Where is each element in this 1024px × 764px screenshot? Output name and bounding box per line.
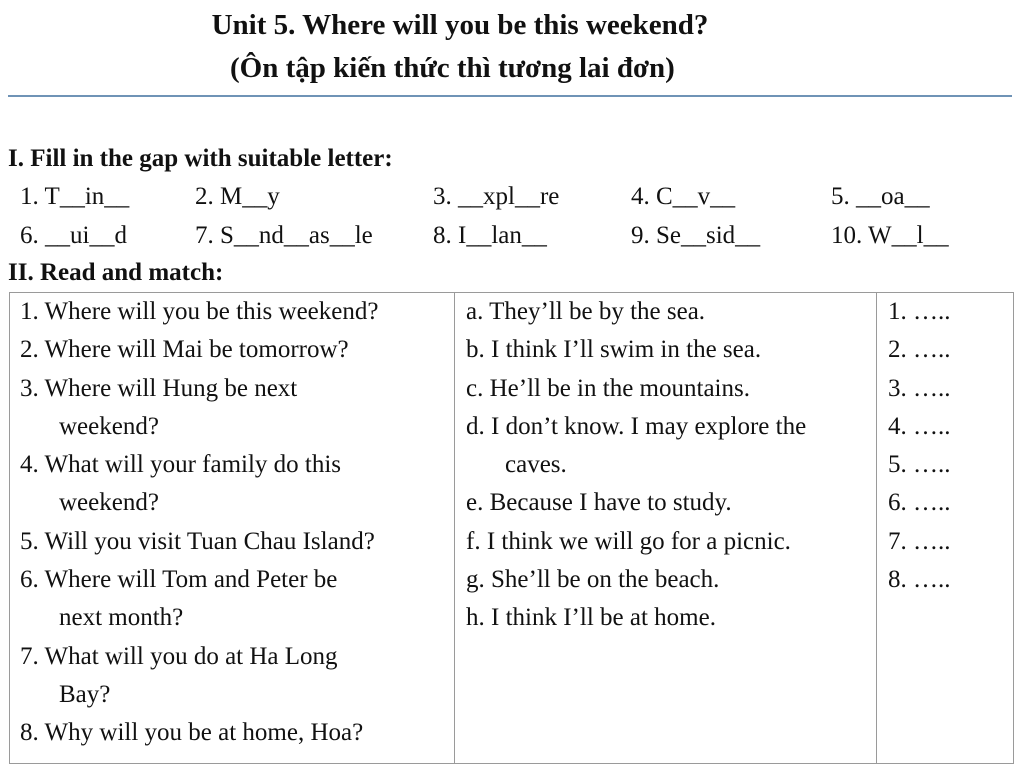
- answer-b: b. I think I’ll swim in the sea.: [466, 336, 762, 364]
- header-divider: [8, 95, 1012, 97]
- question-3: 3. Where will Hung be next: [20, 374, 298, 402]
- fill-gap-item-10: 10. W__l__: [831, 222, 949, 249]
- answer-blank-8[interactable]: 8. …..: [888, 566, 951, 594]
- question-3-continued: weekend?: [59, 412, 159, 440]
- question-4: 4. What will your family do this: [20, 451, 342, 479]
- answer-c: c. He’ll be in the mountains.: [466, 374, 750, 402]
- answer-blank-2[interactable]: 2. …..: [888, 336, 951, 364]
- answer-blank-4[interactable]: 4. …..: [888, 412, 951, 440]
- fill-gap-row-1: [0, 179, 1024, 215]
- fill-gap-item-7: 7. S__nd__as__le: [195, 222, 373, 249]
- fill-gap-item-3: 3. __xpl__re: [433, 183, 560, 210]
- answer-a: a. They’ll be by the sea.: [466, 298, 706, 325]
- question-7-continued: Bay?: [59, 680, 111, 708]
- answer-blank-5[interactable]: 5. …..: [888, 451, 951, 479]
- question-6: 6. Where will Tom and Peter be: [20, 566, 338, 594]
- fill-gap-item-1: 1. T__in__: [20, 183, 130, 210]
- answer-g: g. She’ll be on the beach.: [466, 566, 720, 594]
- answer-blank-1[interactable]: 1. …..: [888, 298, 951, 325]
- answer-blank-3[interactable]: 3. …..: [888, 374, 951, 402]
- answers-column: [455, 293, 877, 764]
- fill-gap-item-2: 2. M__y: [195, 183, 280, 210]
- question-1: 1. Where will you be this weekend?: [20, 298, 379, 325]
- fill-gap-item-5: 5. __oa__: [831, 183, 930, 210]
- fill-gap-row-2: [0, 218, 1024, 254]
- question-4-continued: weekend?: [59, 489, 159, 517]
- answer-d: d. I don’t know. I may explore the: [466, 412, 807, 440]
- worksheet-subtitle: (Ôn tập kiến thức thì tương lai đơn): [230, 52, 675, 84]
- answer-f: f. I think we will go for a picnic.: [466, 527, 791, 555]
- section-2-heading: II. Read and match:: [8, 259, 224, 286]
- questions-column: [10, 293, 455, 764]
- question-2: 2. Where will Mai be tomorrow?: [20, 336, 349, 364]
- answer-d-continued: caves.: [505, 451, 567, 479]
- question-8: 8. Why will you be at home, Hoa?: [20, 719, 364, 747]
- fill-gap-item-9: 9. Se__sid__: [631, 222, 761, 249]
- question-7: 7. What will you do at Ha Long: [20, 642, 338, 670]
- match-table: [9, 292, 1014, 764]
- fill-gap-item-6: 6. __ui__d: [20, 222, 127, 249]
- section-1-heading: I. Fill in the gap with suitable letter:: [8, 145, 393, 172]
- answer-h: h. I think I’ll be at home.: [466, 604, 716, 632]
- fill-gap-item-4: 4. C__v__: [631, 183, 736, 210]
- answer-blank-6[interactable]: 6. …..: [888, 489, 951, 517]
- worksheet-title: Unit 5. Where will you be this weekend?: [211, 9, 709, 41]
- fill-gap-item-8: 8. I__lan__: [433, 222, 547, 249]
- answer-blank-7[interactable]: 7. …..: [888, 527, 951, 555]
- question-6-continued: next month?: [59, 604, 184, 632]
- answer-blanks-column: [877, 293, 1014, 764]
- answer-e: e. Because I have to study.: [466, 489, 732, 517]
- question-5: 5. Will you visit Tuan Chau Island?: [20, 527, 375, 555]
